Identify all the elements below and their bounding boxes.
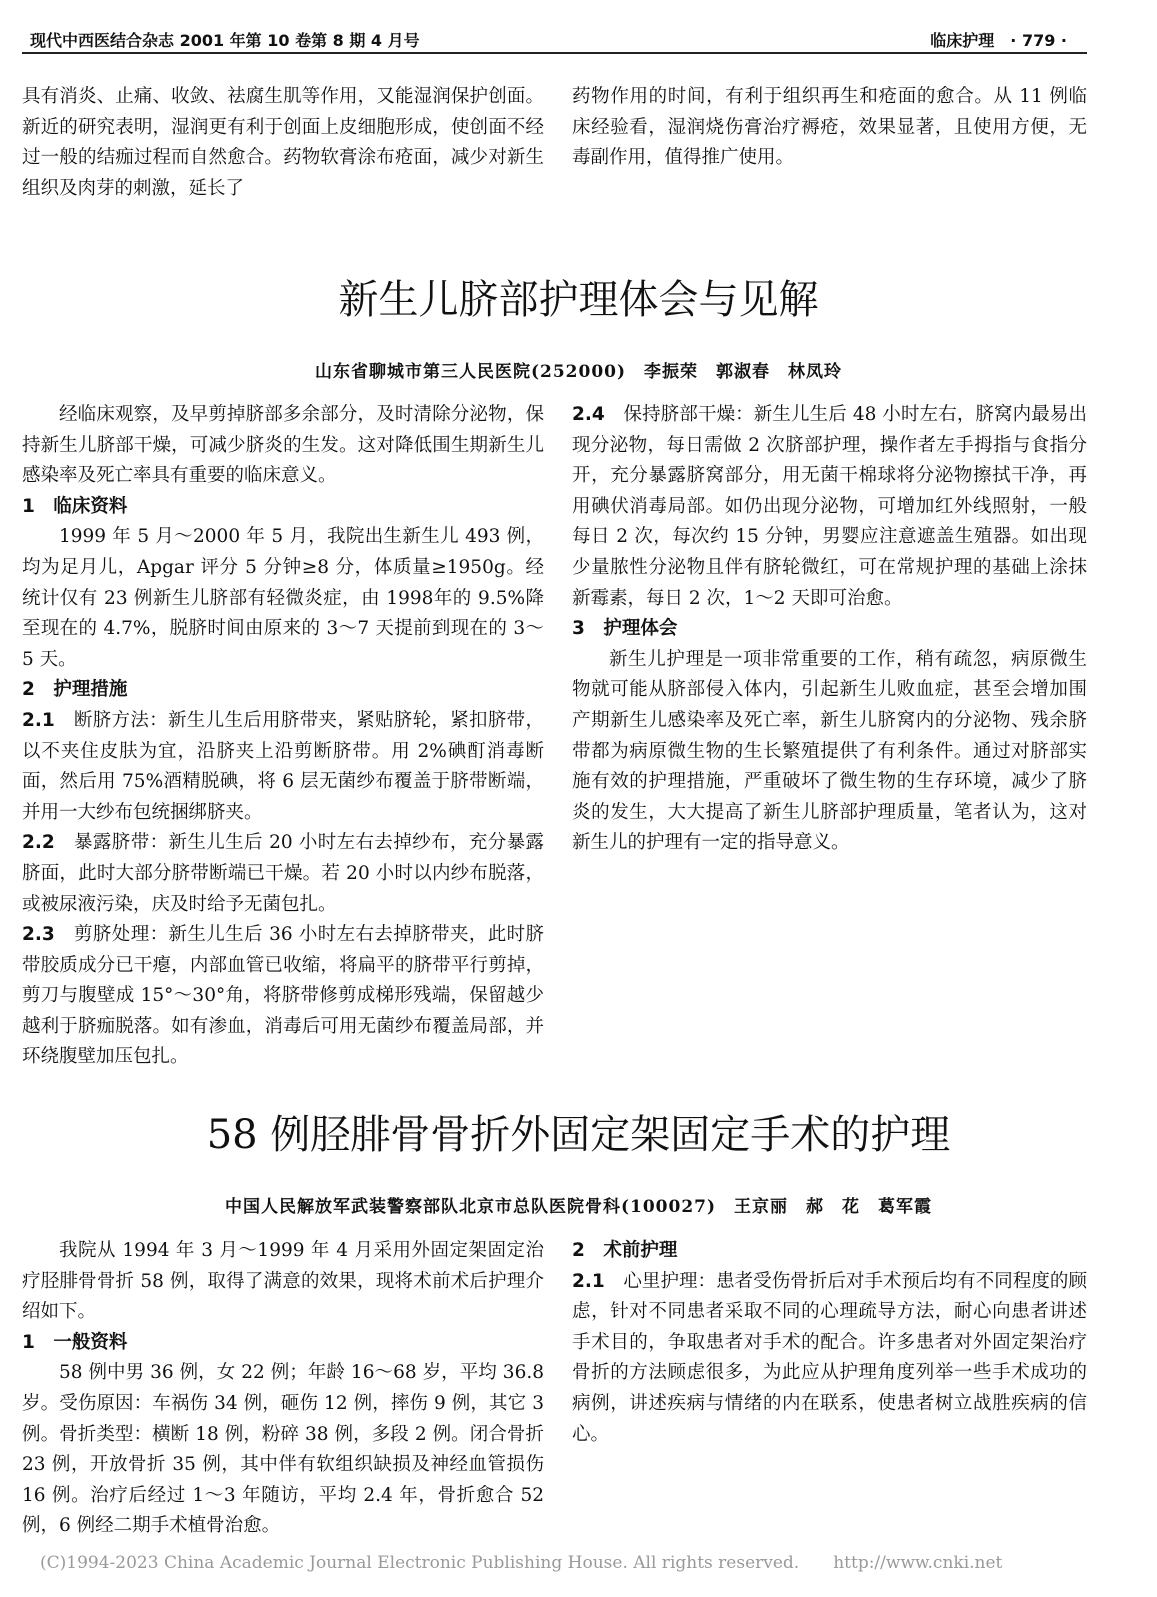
article1-section1-body: 1999 年 5 月～2000 年 5 月，我院出生新生儿 493 例，均为足月儿，Apgar 评分 5 分钟≥8 分，体质量≥1950g。经统计仅有 23 例新生儿脐部有轻微炎症，由 1998年的 9.5%降至现在的 4.7%，脱脐时间由原来的 3～7 天提前到现在的 3～5 天。 bbox=[22, 526, 544, 670]
item-number: 2.3 bbox=[22, 924, 55, 946]
article1-item-2-2 bbox=[22, 828, 544, 920]
page-header bbox=[930, 28, 1067, 51]
article1-item-2-4 bbox=[572, 400, 1087, 614]
article1-section2-heading: 2 护理措施 bbox=[22, 679, 128, 701]
article2-section1-heading: 1 一般资料 bbox=[22, 1331, 128, 1353]
article2-section1-body: 58 例中男 36 例，女 22 例；年龄 16～68 岁，平均 36.8 岁。受伤原因：车祸伤 34 例，砸伤 12 例，摔伤 9 例，其它 3 例。骨折类型：横断 18 例，粉碎 38 例，多段 2 例。闭合骨折 23 例，开放骨折 35 例，其中伴有软组织缺损及神经血管损伤 16 例。治疗后经过 1～3 年随访，平均 2.4 年，骨折愈合 52 例，6 例经二期手术植骨治愈。 bbox=[22, 1362, 544, 1537]
item-text: 断脐方法：新生儿生后用脐带夹，紧贴脐轮，紧扣脐带，以不夹住皮肤为宜，沿脐夹上沿剪断脐带。用 2%碘酊消毒断面，然后用 75%酒精脱碘，将 6 层无菌纱布覆盖于脐带断端，并用一大纱布包统捆绑脐夹。 bbox=[22, 709, 544, 823]
item-text: 暴露脐带：新生儿生后 20 小时左右去掉纱布，充分暴露脐面，此时大部分脐带断端已干燥。若 20 小时以内纱布脱落，或被尿液污染，庆及时给予无菌包扎。 bbox=[22, 832, 544, 915]
article1-item-2-3 bbox=[22, 920, 544, 1073]
section-name: 临床护理 bbox=[930, 31, 995, 50]
item-text: 剪脐处理：新生儿生后 36 小时左右去掉脐带夹，此时脐带胶质成分已干瘪，内部血管已收缩，将扁平的脐带平行剪掉，剪刀与腹壁成 15°～30°角，将脐带修剪成梯形残端，保留越少越利于脐痂脱落。如有渗血，消毒后可用无菌纱布覆盖局部，并环绕腹壁加压包扎。 bbox=[22, 924, 544, 1068]
article1-left-column bbox=[22, 400, 544, 1068]
prev-article-left-column bbox=[22, 82, 544, 204]
article1-item-2-1 bbox=[22, 706, 544, 828]
item-text: 保持脐部干燥：新生儿生后 48 小时左右，脐窝内最易出现分泌物，每日需做 2 次脐部护理，操作者左手拇指与食指分开，充分暴露脐窝部分，用无菌干棉球将分泌物擦拭干净，再用碘伏消毒局部。如仍出现分泌物，可增加红外线照射，一般每日 2 次，每次约 15 分钟，男婴应注意遮盖生殖器。如出现少量脓性分泌物且伴有脐轮微红，可在常规护理的基础上涂抹新霉素，每日 2 次，1～2 天即可治愈。 bbox=[572, 404, 1087, 609]
page-number: · 779 · bbox=[1010, 31, 1067, 50]
article1-byline: 山东省聊城市第三人民医院(252000) 李振荣 郭淑春 林凤玲 bbox=[314, 362, 843, 382]
article1-section1-heading: 1 临床资料 bbox=[22, 495, 128, 517]
article2-byline: 中国人民解放军武装警察部队北京市总队医院骨科(100027) 王京丽 郝 花 葛军霞 bbox=[224, 1197, 933, 1217]
header-rule bbox=[22, 52, 1087, 54]
item-text: 心里护理：患者受伤骨折后对手术预后均有不同程度的顾虑，针对不同患者采取不同的心理疏导方法，耐心向患者讲述手术目的，争取患者对手术的配合。许多患者对外固定架治疗骨折的方法顾虑很多，为此应从护理角度列举一些手术成功的病例，讲述疾病与情绪的内在联系，使患者树立战胜疾病的信心。 bbox=[572, 1270, 1087, 1445]
prev-article-text: 药物作用的时间，有利于组织再生和疮面的愈合。从 11 例临床经验看，湿润烧伤膏治疗褥疮，效果显著，且使用方便，无毒副作用，值得推广使用。 bbox=[572, 86, 1087, 169]
prev-article-right-column bbox=[572, 82, 1087, 174]
copyright-footer: (C)1994-2023 China Academic Journal Electronic Publishing House. All rights reserved. http://www.cnki.net bbox=[40, 1553, 1003, 1573]
article2-title: 58 例胫腓骨骨折外固定架固定手术的护理 bbox=[206, 1112, 951, 1158]
article1-title: 新生儿脐部护理体会与见解 bbox=[338, 277, 819, 323]
journal-header: 现代中西医结合杂志 2001 年第 10 卷第 8 期 4 月号 bbox=[30, 31, 420, 50]
article2-item-2-1 bbox=[572, 1267, 1087, 1451]
article1-section3-heading: 3 护理体会 bbox=[572, 618, 678, 640]
item-number: 2.1 bbox=[572, 1270, 605, 1292]
article1-intro: 经临床观察，及早剪掉脐部多余部分，及时清除分泌物，保持新生儿脐部干燥，可减少脐炎的生发。这对降低围生期新生儿感染率及死亡率具有重要的临床意义。 bbox=[22, 404, 544, 487]
article2-right-column bbox=[572, 1236, 1087, 1536]
prev-article-text: 具有消炎、止痛、收敛、祛腐生肌等作用，又能湿润保护创面。新近的研究表明，湿润更有利于创面上皮细胞形成，使创面不经过一般的结痂过程而自然愈合。药物软膏涂布疮面，减少对新生组织及肉芽的刺激，延长了 bbox=[22, 86, 544, 199]
article1-section3-body: 新生儿护理是一项非常重要的工作，稍有疏忽，病原微生物就可能从脐部侵入体内，引起新生儿败血症，甚至会增加围产期新生儿感染率及死亡率，新生儿脐窝内的分泌物、残余脐带都为病原微生物的生长繁殖提供了有利条件。通过对脐部实施有效的护理措施，严重破坏了微生物的生存环境，减少了脐炎的发生，大大提高了新生儿脐部护理质量，笔者认为，这对新生儿的护理有一定的指导意义。 bbox=[572, 648, 1087, 854]
item-number: 2.4 bbox=[572, 404, 605, 425]
item-number: 2.1 bbox=[22, 709, 55, 731]
article2-left-column bbox=[22, 1236, 544, 1536]
article2-intro: 我院从 1994 年 3 月～1999 年 4 月采用外固定架固定治疗胫腓骨骨折 58 例，取得了满意的效果，现将术前术后护理介绍如下。 bbox=[22, 1240, 544, 1323]
article1-right-column bbox=[572, 400, 1087, 1048]
item-number: 2.2 bbox=[22, 832, 55, 854]
article2-section2-heading: 2 术前护理 bbox=[572, 1240, 678, 1261]
